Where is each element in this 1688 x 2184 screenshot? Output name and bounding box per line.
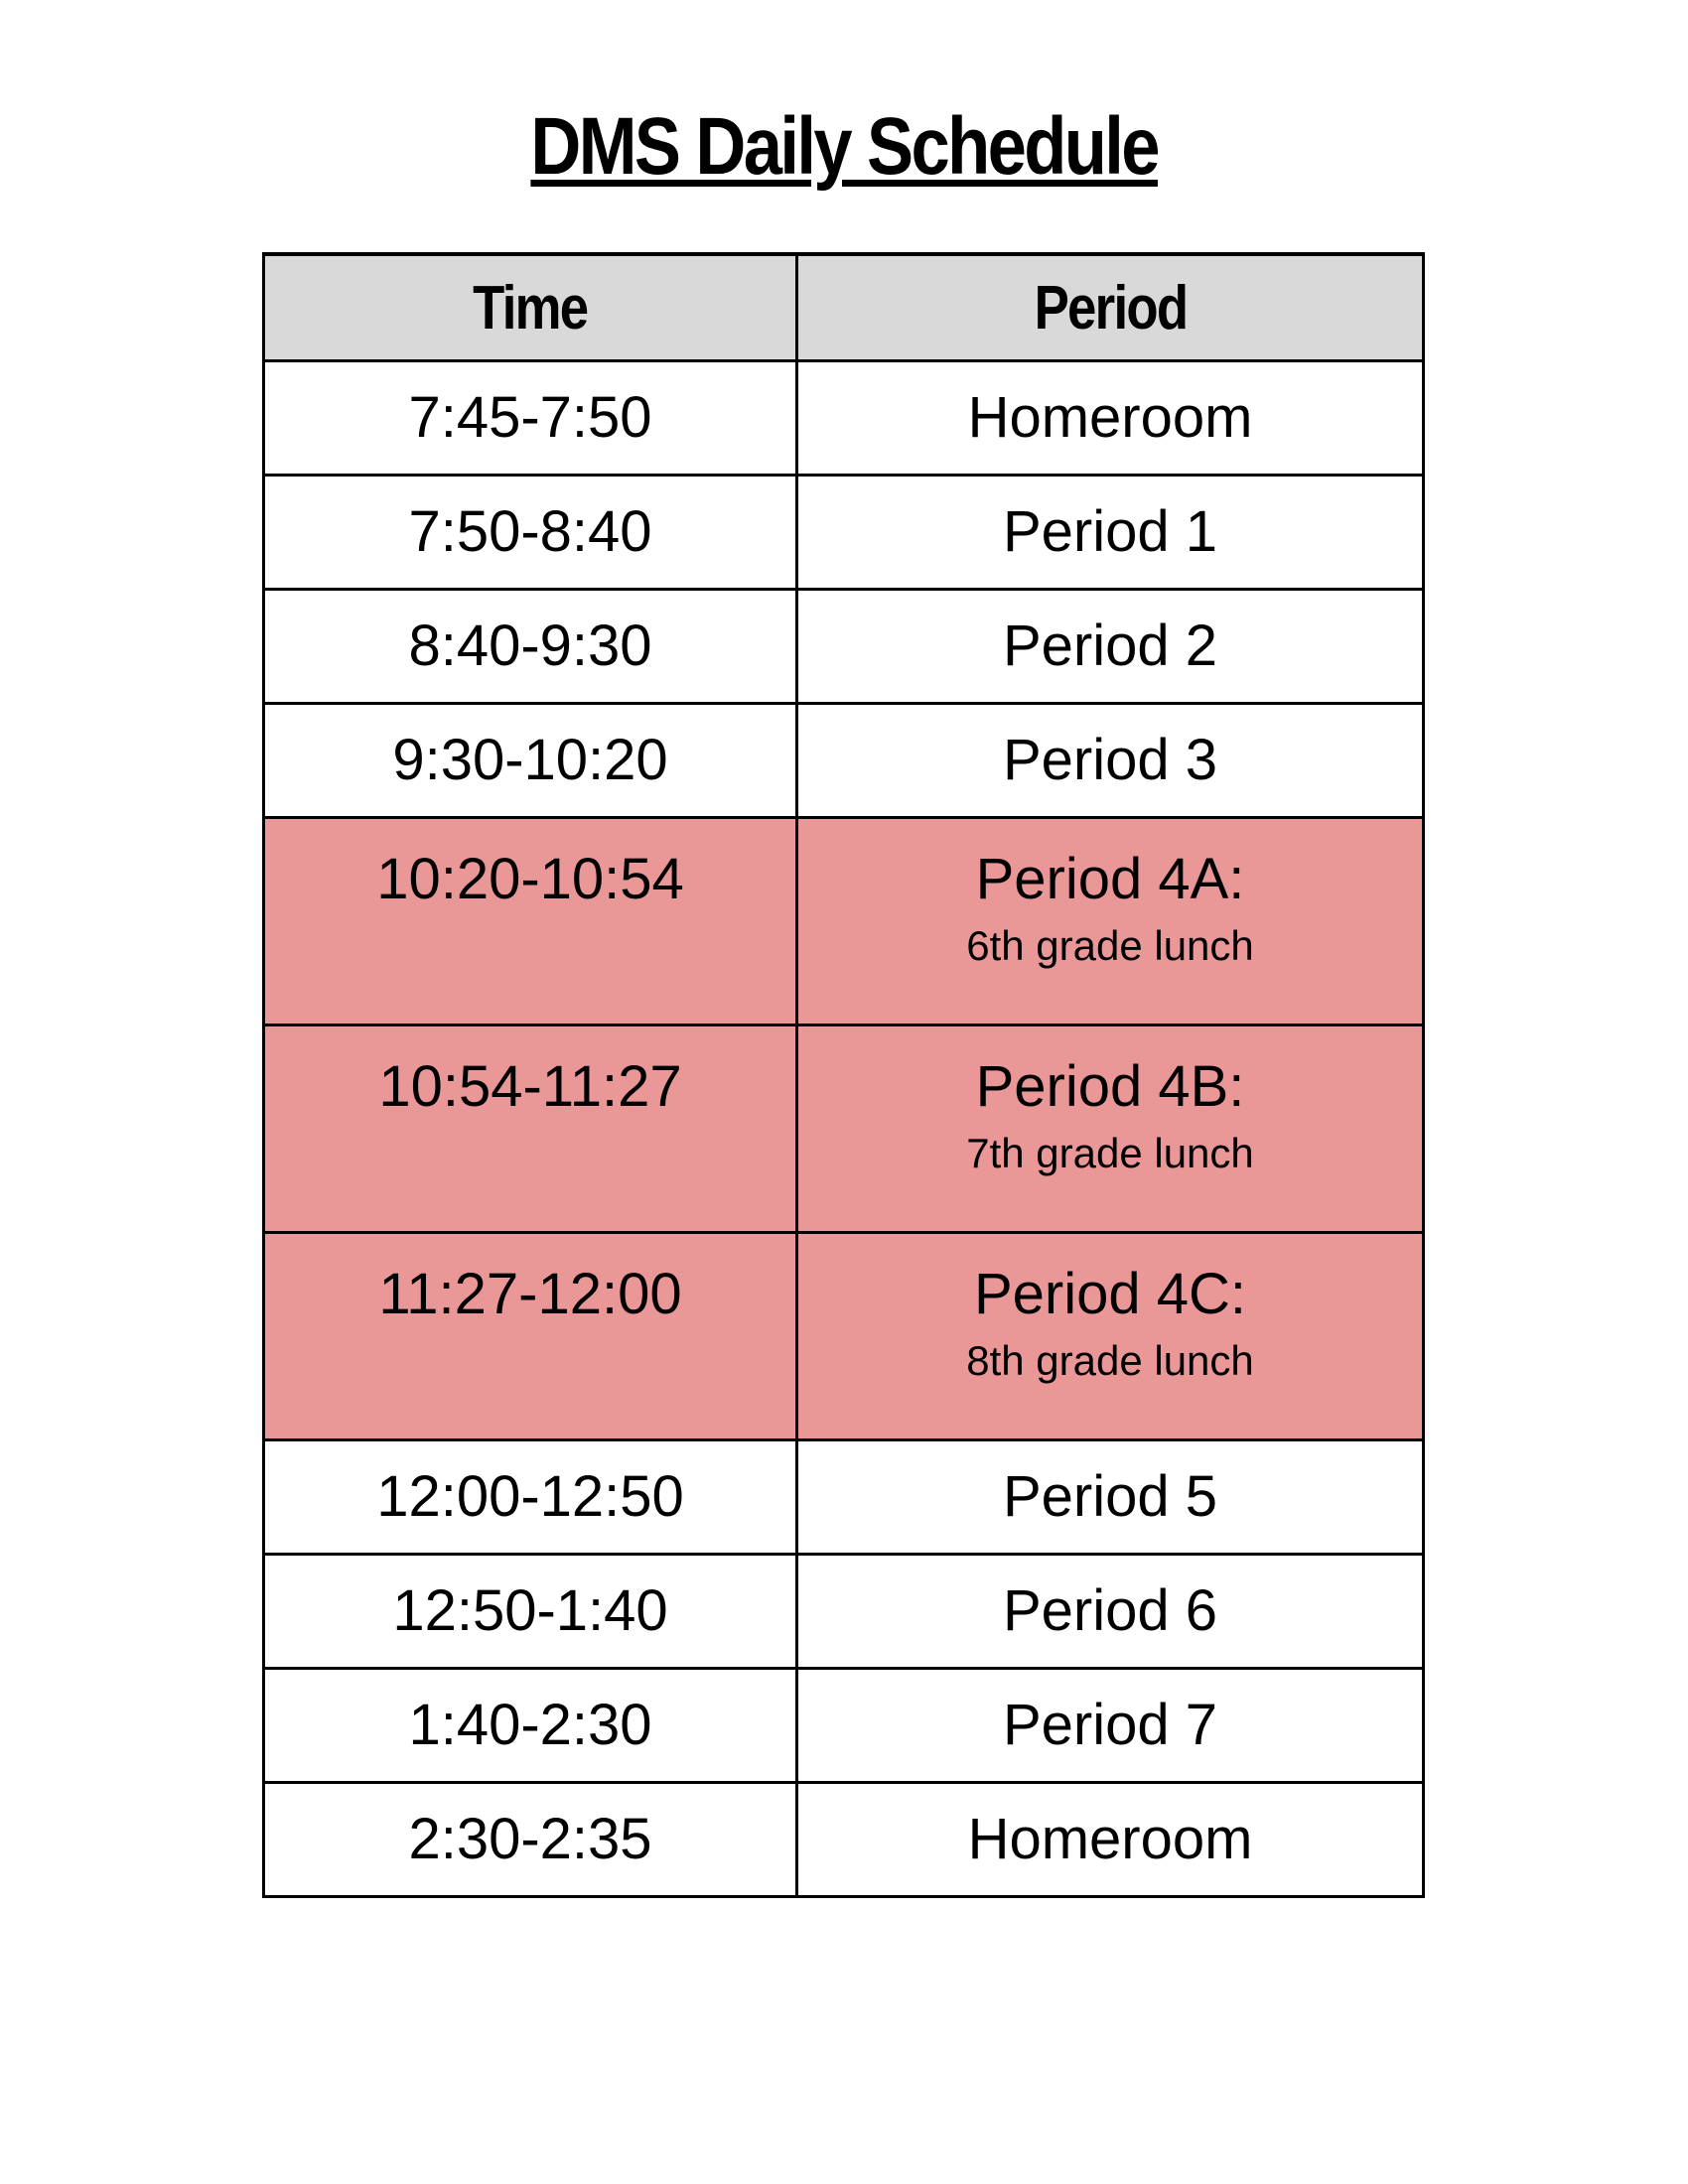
time-text: 2:30-2:35 [408, 1807, 652, 1871]
time-text: 9:30-10:20 [392, 728, 668, 792]
period-cell [797, 476, 1424, 590]
period-cell [797, 1669, 1424, 1783]
time-cell [264, 1233, 797, 1440]
table-row [264, 361, 1424, 476]
page-title [0, 101, 1688, 193]
period-cell [797, 1555, 1424, 1669]
period-cell [797, 361, 1424, 476]
time-cell [264, 704, 797, 818]
time-cell [264, 818, 797, 1025]
period-cell [797, 1233, 1424, 1440]
time-cell [264, 590, 797, 704]
period-text: Period 2 [1002, 614, 1218, 678]
period-text: Period 4B: [975, 1054, 1245, 1119]
period-cell [797, 590, 1424, 704]
table-row [264, 1025, 1424, 1233]
period-note: 6th grade lunch [966, 922, 1254, 969]
time-text: 1:40-2:30 [408, 1693, 652, 1757]
column-header-period: Period [797, 254, 1424, 361]
time-cell [264, 1669, 797, 1783]
time-cell [264, 1440, 797, 1555]
period-text: Period 5 [1002, 1464, 1218, 1529]
table-row [264, 1555, 1424, 1669]
period-cell [797, 818, 1424, 1025]
table-row [264, 818, 1424, 1025]
table-row [264, 476, 1424, 590]
time-cell [264, 1783, 797, 1897]
page-title-text: DMS Daily Schedule [530, 101, 1158, 192]
period-cell [797, 1025, 1424, 1233]
schedule-table [262, 252, 1425, 1898]
period-cell [797, 704, 1424, 818]
time-text: 10:20-10:54 [376, 847, 684, 911]
column-header-time: Time [264, 254, 797, 361]
time-text: 11:27-12:00 [378, 1262, 682, 1326]
time-cell [264, 1555, 797, 1669]
period-text: Homeroom [967, 385, 1253, 450]
period-text: Period 4C: [973, 1262, 1247, 1326]
table-row [264, 1440, 1424, 1555]
period-text: Period 7 [1002, 1693, 1218, 1757]
time-text: 10:54-11:27 [378, 1054, 682, 1119]
time-text: 7:50-8:40 [408, 499, 652, 564]
period-text: Period 1 [1002, 499, 1218, 564]
time-text: 12:50-1:40 [392, 1578, 668, 1643]
table-row [264, 1233, 1424, 1440]
table-row [264, 1669, 1424, 1783]
period-text: Period 3 [1002, 728, 1218, 792]
time-text: 8:40-9:30 [408, 614, 652, 678]
table-row [264, 704, 1424, 818]
period-text: Period 4A: [975, 847, 1245, 911]
table-row [264, 590, 1424, 704]
period-text: Homeroom [967, 1807, 1253, 1871]
period-note: 7th grade lunch [966, 1130, 1254, 1176]
time-text: 7:45-7:50 [408, 385, 652, 450]
time-text: 12:00-12:50 [376, 1464, 684, 1529]
period-text: Period 6 [1002, 1578, 1218, 1643]
table-header-row [264, 254, 1424, 361]
time-cell [264, 476, 797, 590]
period-cell [797, 1783, 1424, 1897]
period-note: 8th grade lunch [966, 1337, 1254, 1384]
period-cell [797, 1440, 1424, 1555]
table-row [264, 1783, 1424, 1897]
time-cell [264, 1025, 797, 1233]
time-cell [264, 361, 797, 476]
